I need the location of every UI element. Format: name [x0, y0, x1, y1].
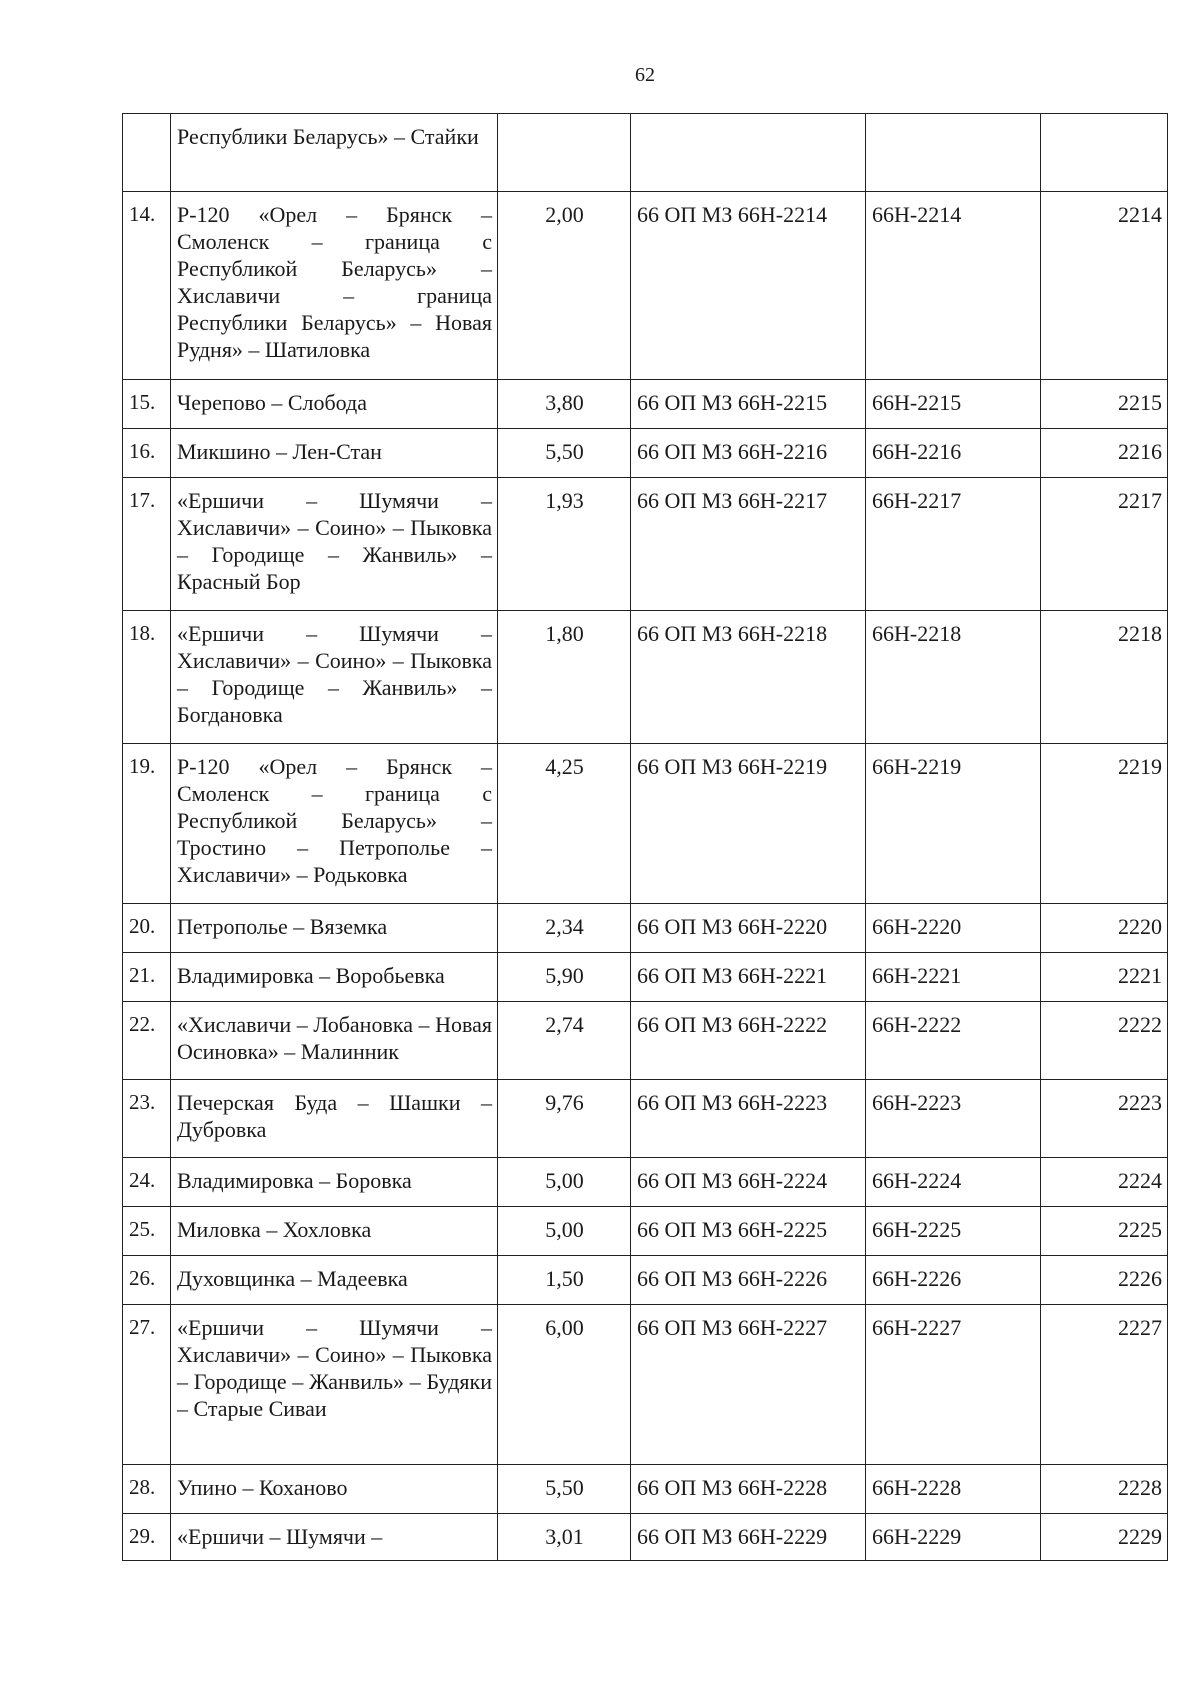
row-number: 19. [123, 744, 171, 904]
road-name: «Ершичи – Шумячи – Хиславичи» – Соино» – Пыковка – Городище – Жанвиль» – Будяки – Старые Сиваи [171, 1305, 498, 1465]
road-length [498, 114, 631, 192]
road-name: Р-120 «Орел – Брянск – Смоленск – граница с Республикой Беларусь» – Хиславичи – граница Республики Беларусь» – Новая Рудня» – Шатиловка [171, 192, 498, 380]
reg-number: 66Н-2219 [866, 744, 1041, 904]
row-number: 20. [123, 904, 171, 953]
road-id: 66 ОП МЗ 66Н-2223 [631, 1080, 866, 1158]
road-code: 2227 [1041, 1305, 1168, 1465]
road-name: Р-120 «Орел – Брянск – Смоленск – граница с Республикой Беларусь» – Тростино – Петрополье – Хиславичи» – Родьковка [171, 744, 498, 904]
road-code: 2225 [1041, 1207, 1168, 1256]
road-id: 66 ОП МЗ 66Н-2217 [631, 478, 866, 611]
road-length: 5,90 [498, 953, 631, 1002]
row-number: 14. [123, 192, 171, 380]
road-code [1041, 114, 1168, 192]
road-name: «Ершичи – Шумячи – Хиславичи» – Соино» – Пыковка – Городище – Жанвиль» – Богдановка [171, 611, 498, 744]
roads-table-body [123, 114, 1168, 1561]
road-name: Черепово – Слобода [171, 380, 498, 429]
reg-number: 66Н-2225 [866, 1207, 1041, 1256]
road-code: 2224 [1041, 1158, 1168, 1207]
road-code: 2217 [1041, 478, 1168, 611]
row-number: 21. [123, 953, 171, 1002]
row-number: 24. [123, 1158, 171, 1207]
road-id: 66 ОП МЗ 66Н-2227 [631, 1305, 866, 1465]
row-number: 28. [123, 1465, 171, 1514]
road-id: 66 ОП МЗ 66Н-2215 [631, 380, 866, 429]
reg-number: 66Н-2214 [866, 192, 1041, 380]
row-number: 16. [123, 429, 171, 478]
table-row [123, 429, 1168, 478]
road-code: 2219 [1041, 744, 1168, 904]
road-id: 66 ОП МЗ 66Н-2218 [631, 611, 866, 744]
reg-number: 66Н-2221 [866, 953, 1041, 1002]
table-row [123, 904, 1168, 953]
reg-number: 66Н-2228 [866, 1465, 1041, 1514]
row-number: 17. [123, 478, 171, 611]
table-row [123, 1002, 1168, 1080]
road-length: 2,34 [498, 904, 631, 953]
table-row [123, 1158, 1168, 1207]
road-name: Владимировка – Боровка [171, 1158, 498, 1207]
reg-number: 66Н-2217 [866, 478, 1041, 611]
road-code: 2221 [1041, 953, 1168, 1002]
road-length: 9,76 [498, 1080, 631, 1158]
road-name: «Хиславичи – Лобановка – Новая Осиновка» – Малинник [171, 1002, 498, 1080]
reg-number [866, 114, 1041, 192]
row-number: 22. [123, 1002, 171, 1080]
road-name: Печерская Буда – Шашки – Дубровка [171, 1080, 498, 1158]
road-code: 2229 [1041, 1514, 1168, 1561]
table-row [123, 1305, 1168, 1465]
table-row [123, 1514, 1168, 1561]
table-row [123, 611, 1168, 744]
road-id: 66 ОП МЗ 66Н-2226 [631, 1256, 866, 1305]
road-length: 2,74 [498, 1002, 631, 1080]
reg-number: 66Н-2226 [866, 1256, 1041, 1305]
road-code: 2215 [1041, 380, 1168, 429]
road-name: Республики Беларусь» – Стайки [171, 114, 498, 192]
road-id: 66 ОП МЗ 66Н-2221 [631, 953, 866, 1002]
table-row [123, 380, 1168, 429]
road-id: 66 ОП МЗ 66Н-2214 [631, 192, 866, 380]
road-name: Петрополье – Вяземка [171, 904, 498, 953]
road-length: 6,00 [498, 1305, 631, 1465]
reg-number: 66Н-2229 [866, 1514, 1041, 1561]
road-length: 5,00 [498, 1158, 631, 1207]
row-number: 27. [123, 1305, 171, 1465]
reg-number: 66Н-2224 [866, 1158, 1041, 1207]
road-name: «Ершичи – Шумячи – Хиславичи» – Соино» – Пыковка – Городище – Жанвиль» – Красный Бор [171, 478, 498, 611]
row-number: 15. [123, 380, 171, 429]
row-number: 25. [123, 1207, 171, 1256]
road-name: Духовщинка – Мадеевка [171, 1256, 498, 1305]
reg-number: 66Н-2222 [866, 1002, 1041, 1080]
road-code: 2222 [1041, 1002, 1168, 1080]
road-code: 2218 [1041, 611, 1168, 744]
road-length: 2,00 [498, 192, 631, 380]
roads-table [122, 113, 1168, 1561]
road-length: 1,50 [498, 1256, 631, 1305]
road-code: 2226 [1041, 1256, 1168, 1305]
road-length: 1,93 [498, 478, 631, 611]
road-id: 66 ОП МЗ 66Н-2224 [631, 1158, 866, 1207]
road-name: Микшино – Лен-Стан [171, 429, 498, 478]
road-length: 5,50 [498, 429, 631, 478]
road-id: 66 ОП МЗ 66Н-2216 [631, 429, 866, 478]
road-length: 4,25 [498, 744, 631, 904]
road-id: 66 ОП МЗ 66Н-2222 [631, 1002, 866, 1080]
table-row [123, 1207, 1168, 1256]
reg-number: 66Н-2218 [866, 611, 1041, 744]
road-length: 3,80 [498, 380, 631, 429]
road-code: 2223 [1041, 1080, 1168, 1158]
reg-number: 66Н-2215 [866, 380, 1041, 429]
road-length: 5,50 [498, 1465, 631, 1514]
row-number: 18. [123, 611, 171, 744]
road-code: 2220 [1041, 904, 1168, 953]
reg-number: 66Н-2220 [866, 904, 1041, 953]
table-row [123, 478, 1168, 611]
row-number: 29. [123, 1514, 171, 1561]
table-row [123, 1080, 1168, 1158]
road-name: Владимировка – Воробьевка [171, 953, 498, 1002]
row-number [123, 114, 171, 192]
row-number: 26. [123, 1256, 171, 1305]
table-row [123, 1256, 1168, 1305]
road-id: 66 ОП МЗ 66Н-2225 [631, 1207, 866, 1256]
reg-number: 66Н-2216 [866, 429, 1041, 478]
road-id: 66 ОП МЗ 66Н-2220 [631, 904, 866, 953]
table-row [123, 114, 1168, 192]
table-row [123, 953, 1168, 1002]
table-row [123, 192, 1168, 380]
page-number: 62 [635, 64, 655, 86]
road-id [631, 114, 866, 192]
road-code: 2228 [1041, 1465, 1168, 1514]
road-code: 2214 [1041, 192, 1168, 380]
road-code: 2216 [1041, 429, 1168, 478]
road-id: 66 ОП МЗ 66Н-2228 [631, 1465, 866, 1514]
reg-number: 66Н-2227 [866, 1305, 1041, 1465]
table-row [123, 744, 1168, 904]
road-length: 1,80 [498, 611, 631, 744]
road-name: Упино – Коханово [171, 1465, 498, 1514]
table-row [123, 1465, 1168, 1514]
reg-number: 66Н-2223 [866, 1080, 1041, 1158]
road-name: Миловка – Хохловка [171, 1207, 498, 1256]
row-number: 23. [123, 1080, 171, 1158]
road-length: 3,01 [498, 1514, 631, 1561]
road-length: 5,00 [498, 1207, 631, 1256]
road-id: 66 ОП МЗ 66Н-2219 [631, 744, 866, 904]
road-id: 66 ОП МЗ 66Н-2229 [631, 1514, 866, 1561]
road-name: «Ершичи – Шумячи – [171, 1514, 498, 1561]
